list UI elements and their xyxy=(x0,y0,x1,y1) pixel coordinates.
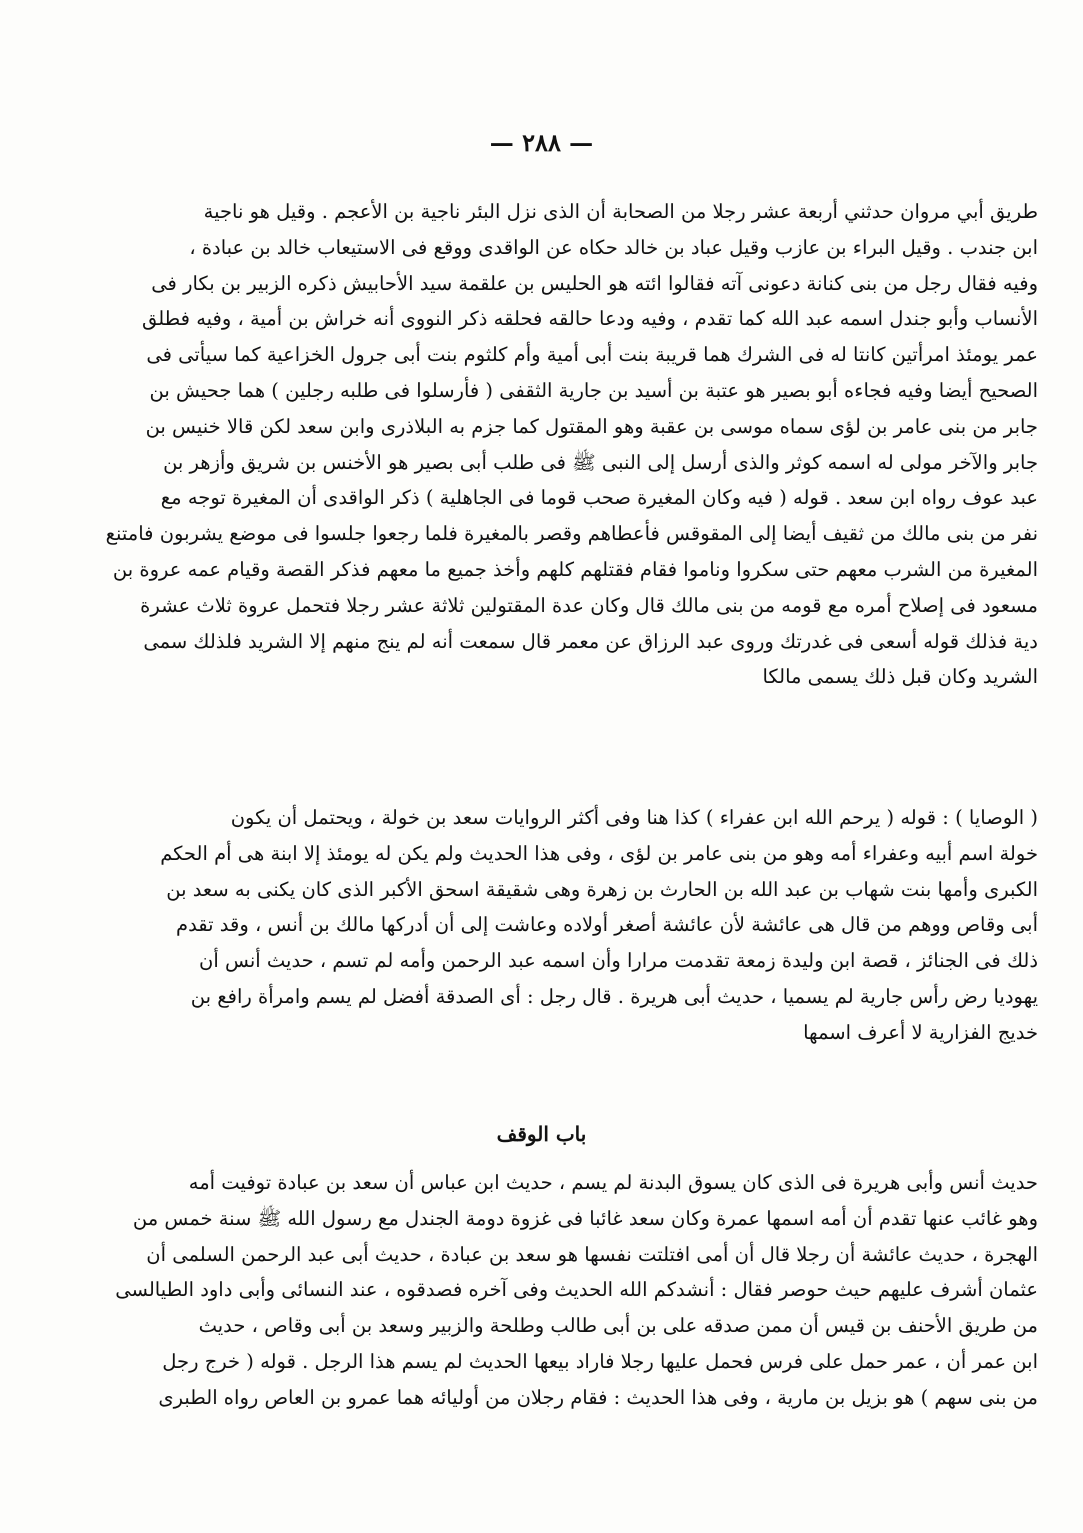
text-line: أبى وقاص ووهم من قال هى عائشة لأن عائشة أصغر أولاده وعاشت إلى أن أدركها مالك بن أنس ، وقد تقدم xyxy=(176,913,1038,937)
text-line: وفيه فقال رجل من بنى كنانة دعونى آته فقالوا ائته هو الحليس بن علقمة سيد الأحابيش ذكره الزبير بن بكار فى xyxy=(151,271,1038,295)
text-line: طريق أبي مروان حدثني أربعة عشر رجلا من الصحابة أن الذى نزل البئر ناجية بن الأعجم . وقيل هو ناجية xyxy=(203,200,1038,223)
text-line: حديث أنس وأبى هريرة فى الذى كان يسوق البدنة لم يسم ، حديث ابن عباس أن سعد بن عبادة توفيت أمه xyxy=(188,1171,1038,1194)
text-line: ابن جندب . وقيل البراء بن عازب وقيل عباد بن خالد حكاه عن الواقدى ووقع فى الاستيعاب خالد بن عبادة ، xyxy=(189,235,1038,259)
text-line: الكبرى وأمها بنت شهاب بن عبد الله بن الحارث بن زهرة وهى شقيقة اسحق الأكبر الذى كان يكنى به سعد بن xyxy=(166,877,1038,901)
paragraph-1 xyxy=(38,194,1038,695)
text-line: من بنى سهم ) هو بزيل بن مارية ، وفى هذا الحديث : فقام رجلان من أوليائه هما عمرو بن العاص رواه الطبرى xyxy=(158,1385,1038,1409)
page-number: — ٢٨٨ — xyxy=(489,128,594,157)
text-line: نفر من بنى مالك من ثقيف أيضا إلى المقوقس فأعطاهم وقصر بالمغيرة فلما رجعوا جلسوا فى موضع يشربون فامتنع xyxy=(105,522,1038,546)
paragraph-2 xyxy=(38,800,1038,1051)
text-line: خديج الفزارية لا أعرف اسمها xyxy=(803,1020,1038,1044)
text-line: المغيرة من الشرب معهم حتى سكروا وناموا فقام فقتلهم كلهم وأخذ جميع ما معهم فذكر القصة وقيام عمه عروة بن xyxy=(112,557,1038,581)
text-line: الشريد وكان قبل ذلك يسمى مالكا xyxy=(762,665,1038,689)
text-line: عبد عوف رواه ابن سعد . قوله ( فيه وكان المغيرة صحب قوما فى الجاهلية ) ذكر الواقدى أن المغيرة توجه مع xyxy=(160,486,1038,510)
section-heading: باب الوقف xyxy=(496,1122,587,1146)
text-line: عثمان أشرف عليهم حيث حوصر فقال : أنشدكم الله الحديث وفى آخره فصدقوه ، عند النسائى وأبى داود الطيالسى xyxy=(115,1278,1038,1302)
paragraph-3 xyxy=(38,1165,1038,1416)
text-line: يهوديا رض رأس جارية لم يسميا ، حديث أبى هريرة . قال رجل : أى الصدقة أفضل لم يسم وامرأة رافع بن xyxy=(190,984,1038,1008)
text-line: الهجرة ، حديث عائشة أن رجلا قال أن أمى افتلتت نفسها هو سعد بن عبادة ، حديث أبى عبد الرحمن السلمى أن xyxy=(146,1242,1038,1266)
text-line: من طريق الأحنف بن قيس أن ممن صدقه على بن أبى طالب وطلحة والزبير وسعد بن أبى وقاص ، حديث xyxy=(198,1314,1038,1338)
text-line: جابر من بنى عامر بن لؤى سماه موسى بن عقبة وهو المقتول كما جزم به البلاذرى وابن سعد لكن قالا خنيس بن xyxy=(145,414,1038,438)
text-line: الصحيح أيضا وفيه فجاءه أبو بصير هو عتبة بن أسيد بن جارية الثقفى ( فأرسلوا فى طلبه رجلين ) هما جحيش بن xyxy=(149,378,1038,402)
text-line: وهو غائب عنها تقدم أن أمه اسمها عمرة وكان سعد غائبا فى غزوة دومة الجندل مع رسول الله ﷺ سنة خمس من xyxy=(132,1206,1038,1230)
text-line: مسعود فى إصلاح أمره مع قومه من بنى مالك قال وكان عدة المقتولين ثلاثة عشر رجلا فتحمل عروة ثلاث عشرة xyxy=(140,593,1038,617)
text-line: دية فذلك قوله أسعى فى غدرتك وروى عبد الرزاق عن معمر قال سمعت أنه لم ينج منهم إلا الشريد فلذلك سمى xyxy=(143,629,1038,653)
text-line: جابر والآخر مولى له اسمه كوثر والذى أرسل إلى النبى ﷺ فى طلب أبى بصير هو الأخنس بن شريق وأزهر بن xyxy=(163,450,1038,474)
text-line: خولة اسم أبيه وعفراء أمه وهو من بنى عامر بن لؤى ، وفى هذا الحديث ولم يكن له يومئذ إلا ابنة هى أم الحكم xyxy=(160,841,1038,865)
text-line: عمر يومئذ امرأتين كانتا له فى الشرك هما قريبة بنت أبى أمية وأم كلثوم بنت أبى جرول الخزاعية كما سيأتى فى xyxy=(146,343,1038,367)
text-line: ذلك فى الجنائز ، قصة ابن وليدة زمعة تقدمت مرارا وأن اسمه عبد الرحمن وأمه لم تسم ، حديث أنس أن xyxy=(199,949,1038,973)
text-line: ابن عمر أن ، عمر حمل على فرس فحمل عليها رجلا فاراد بيعها الحديث لم يسم هذا الرجل . قوله ( خرج رجل xyxy=(162,1349,1038,1373)
text-line: ( الوصايا ) : قوله ( يرحم الله ابن عفراء ) كذا هنا وفى أكثر الروايات سعد بن خولة ، ويحتمل أن يكون xyxy=(230,806,1038,829)
text-line: الأنساب وأبو جندل اسمه عبد الله كما تقدم ، وفيه ودعا حالقه فحلقه ذكر النووى أنه خراش بن أمية ، وفيه فطلق xyxy=(141,307,1038,331)
